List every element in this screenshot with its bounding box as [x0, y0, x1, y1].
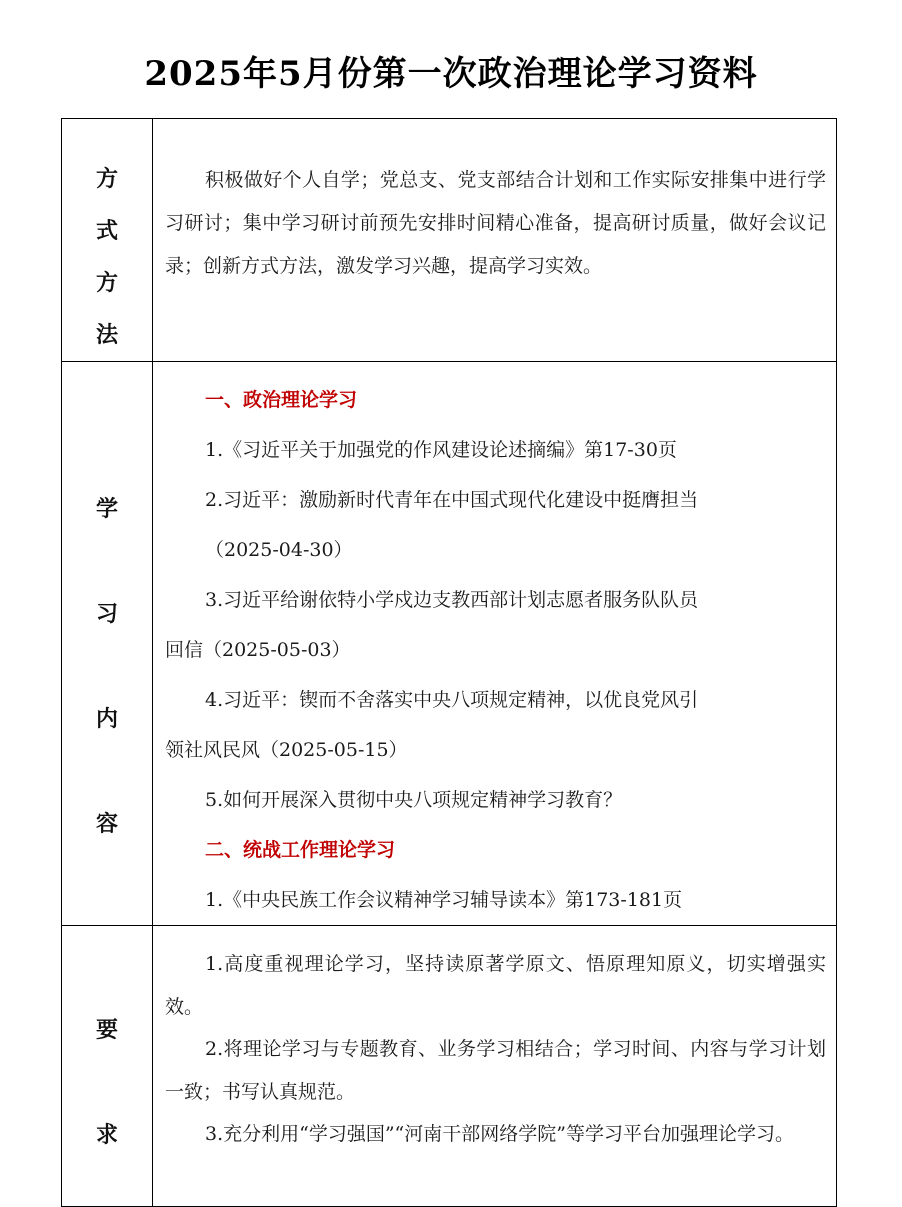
content-label-char: 容 [95, 811, 118, 837]
method-body-cell [153, 119, 837, 362]
method-text: 积极做好个人自学；党总支、党支部结合计划和工作实际安排集中进行学习研讨；集中学习研讨前预先安排时间精心准备，提高研讨质量，做好会议记录；创新方式方法，激发学习兴趣，提高学习实效。 [165, 169, 826, 277]
content-item-continuation: （2025-04-30） [205, 539, 353, 561]
requirements-label-char: 要 [95, 1017, 118, 1043]
document-title: 2025年5月份第一次政治理论学习资料 [144, 54, 758, 94]
study-table [61, 118, 837, 1207]
content-item-continuation: 领社风民风（2025-05-15） [165, 739, 408, 761]
requirements-label-cell [62, 926, 153, 1207]
method-label-char: 式 [95, 218, 118, 244]
content-item: 3.习近平给谢依特小学戍边支教西部计划志愿者服务队队员 [205, 589, 699, 611]
content-label-char: 习 [95, 601, 118, 627]
content-label-cell [62, 362, 153, 926]
requirements-label-char: 求 [95, 1122, 118, 1148]
method-label-char: 方 [95, 270, 118, 296]
method-label-cell [62, 119, 153, 362]
method-label-char: 法 [95, 322, 118, 348]
content-item: 1.《习近平关于加强党的作风建设论述摘编》第17-30页 [205, 439, 677, 461]
requirements-row [62, 926, 837, 1207]
section-heading-united-front: 二、统战工作理论学习 [205, 839, 396, 861]
method-label-char: 方 [95, 166, 118, 192]
content-item: 5.如何开展深入贯彻中央八项规定精神学习教育？ [205, 789, 623, 811]
content-item: 4.习近平：锲而不舍落实中央八项规定精神，以优良党风引 [205, 689, 699, 711]
content-item: 2.习近平：激励新时代青年在中国式现代化建设中挺膺担当 [205, 489, 699, 511]
content-item: 1.《中央民族工作会议精神学习辅导读本》第173-181页 [205, 889, 683, 911]
section-heading-political: 一、政治理论学习 [205, 389, 358, 411]
content-label-char: 学 [95, 496, 118, 522]
content-row [62, 362, 837, 926]
content-item-continuation: 回信（2025-05-03） [165, 639, 351, 661]
requirements-body-cell [153, 926, 837, 1207]
method-row [62, 119, 837, 362]
requirement-item: 1.高度重视理论学习，坚持读原著学原文、悟原理知原义，切实增强实效。 [165, 953, 826, 1018]
requirement-item: 2.将理论学习与专题教育、业务学习相结合；学习时间、内容与学习计划一致；书写认真规范。 [165, 1038, 826, 1103]
requirement-item: 3.充分利用“学习强国”“河南干部网络学院”等学习平台加强理论学习。 [205, 1123, 794, 1145]
content-label-char: 内 [95, 706, 118, 732]
content-body-cell [153, 362, 837, 926]
